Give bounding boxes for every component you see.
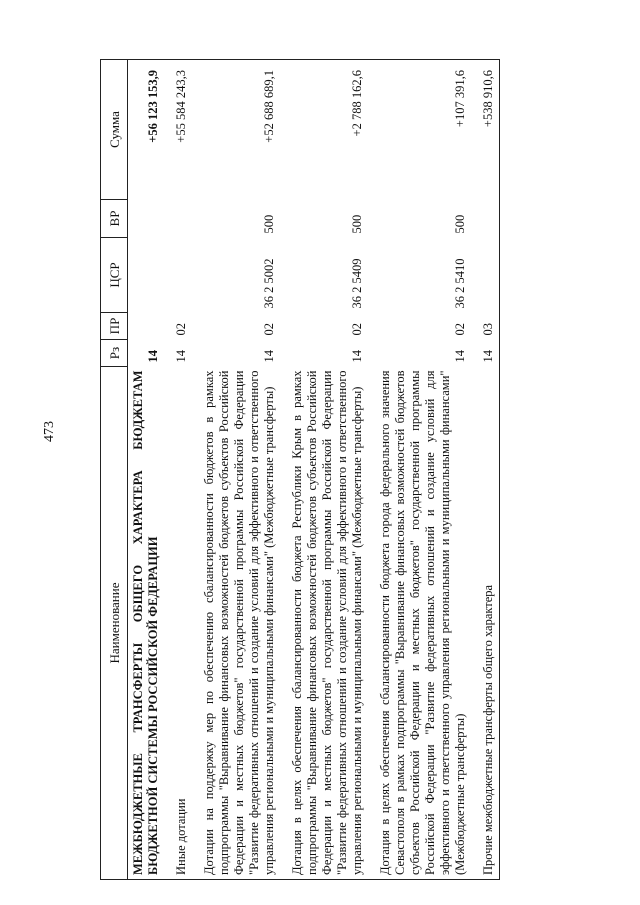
row-pr: 02 (350, 323, 364, 336)
table-row (128, 60, 165, 880)
table-row (471, 60, 500, 880)
table-row (192, 60, 280, 880)
row-rz: 14 (350, 350, 364, 363)
row-rz: 14 (453, 350, 467, 363)
row-vr (164, 200, 192, 238)
row-name: Дотация в целях обеспечения сбалансированности бюджета Республики Крым в рамках подпрограммы "Выравнивание финансовых возможностей бюджетов субъектов Российской Федерации и местных бюджетов" государственной программы Российской Федерации "Развитие федеративных отношений и создание условий для эффективного и ответственного управления региональными и муниципальными финансами" (Межбюджетные трансферты) (280, 367, 368, 880)
row-pr: 02 (453, 323, 467, 336)
row-pr: 02 (174, 323, 188, 336)
row-vr: 500 (262, 214, 276, 234)
page-number: 473 (42, 421, 57, 442)
budget-table-rotated (100, 60, 600, 880)
header-vr: ВР (101, 200, 128, 238)
row-sum: +538 910,6 (471, 60, 500, 200)
budget-table (100, 59, 500, 880)
row-name: Дотация в целях обеспечения сбалансированности бюджета города федерального значения Севастополя в рамках подпрограммы "Выравнивание финансовых возможностей бюджетов субъектов Российской Федерации и местных бюджетов" государственной программы Российской Федерации "Развитие федеративных отношений и создание условий для эффективного и ответственного управления региональными и муниципальными финансами" (Межбюджетные трансферты) (368, 367, 471, 880)
row-vr (128, 200, 165, 238)
header-rz: Рз (101, 340, 128, 367)
table-header-row (101, 60, 128, 880)
row-rz: 14 (146, 350, 160, 363)
row-sum: +55 584 243,3 (164, 60, 192, 200)
row-name: МЕЖБЮДЖЕТНЫЕ ТРАНСФЕРТЫ ОБЩЕГО ХАРАКТЕРА БЮДЖЕТАМ БЮДЖЕТНОЙ СИСТЕМЫ РОССИЙСКОЙ ФЕДЕРАЦИИ (128, 367, 165, 880)
row-csr (128, 238, 165, 313)
table-row (280, 60, 368, 880)
row-sum: +107 391,6 (368, 60, 471, 200)
header-csr: ЦСР (101, 238, 128, 313)
row-pr: 02 (262, 323, 276, 336)
header-pr: ПР (101, 313, 128, 340)
row-rz: 14 (471, 340, 500, 367)
table-row (164, 60, 192, 880)
row-rz: 14 (174, 350, 188, 363)
row-name: Иные дотации (164, 367, 192, 880)
row-csr (471, 238, 500, 313)
row-sum: +52 688 689,1 (192, 60, 280, 200)
row-sum: +2 788 162,6 (280, 60, 368, 200)
row-name: Прочие межбюджетные трансферты общего характера (471, 367, 500, 880)
row-csr: 36 2 5409 (350, 258, 364, 309)
row-sum: +56 123 153,9 (128, 60, 165, 200)
row-rz: 14 (262, 350, 276, 363)
row-vr: 500 (453, 214, 467, 234)
row-name: Дотации на поддержку мер по обеспечению сбалансированности бюджетов в рамках подпрограммы "Выравнивание финансовых возможностей бюджетов субъектов Российской Федерации и местных бюджетов" государственной программы Российской Федерации "Развитие федеративных отношений и создание условий для эффективного и ответственного управления региональными и муниципальными финансами" (Межбюджетные трансферты) (192, 367, 280, 880)
header-name: Наименование (101, 367, 128, 880)
row-vr: 500 (350, 214, 364, 234)
header-sum: Сумма (101, 60, 128, 200)
row-vr (471, 200, 500, 238)
row-pr (128, 313, 165, 340)
row-csr: 36 2 5002 (262, 258, 276, 309)
row-pr: 03 (471, 313, 500, 340)
table-row (368, 60, 471, 880)
row-csr (164, 238, 192, 313)
row-csr: 36 2 5410 (453, 258, 467, 309)
